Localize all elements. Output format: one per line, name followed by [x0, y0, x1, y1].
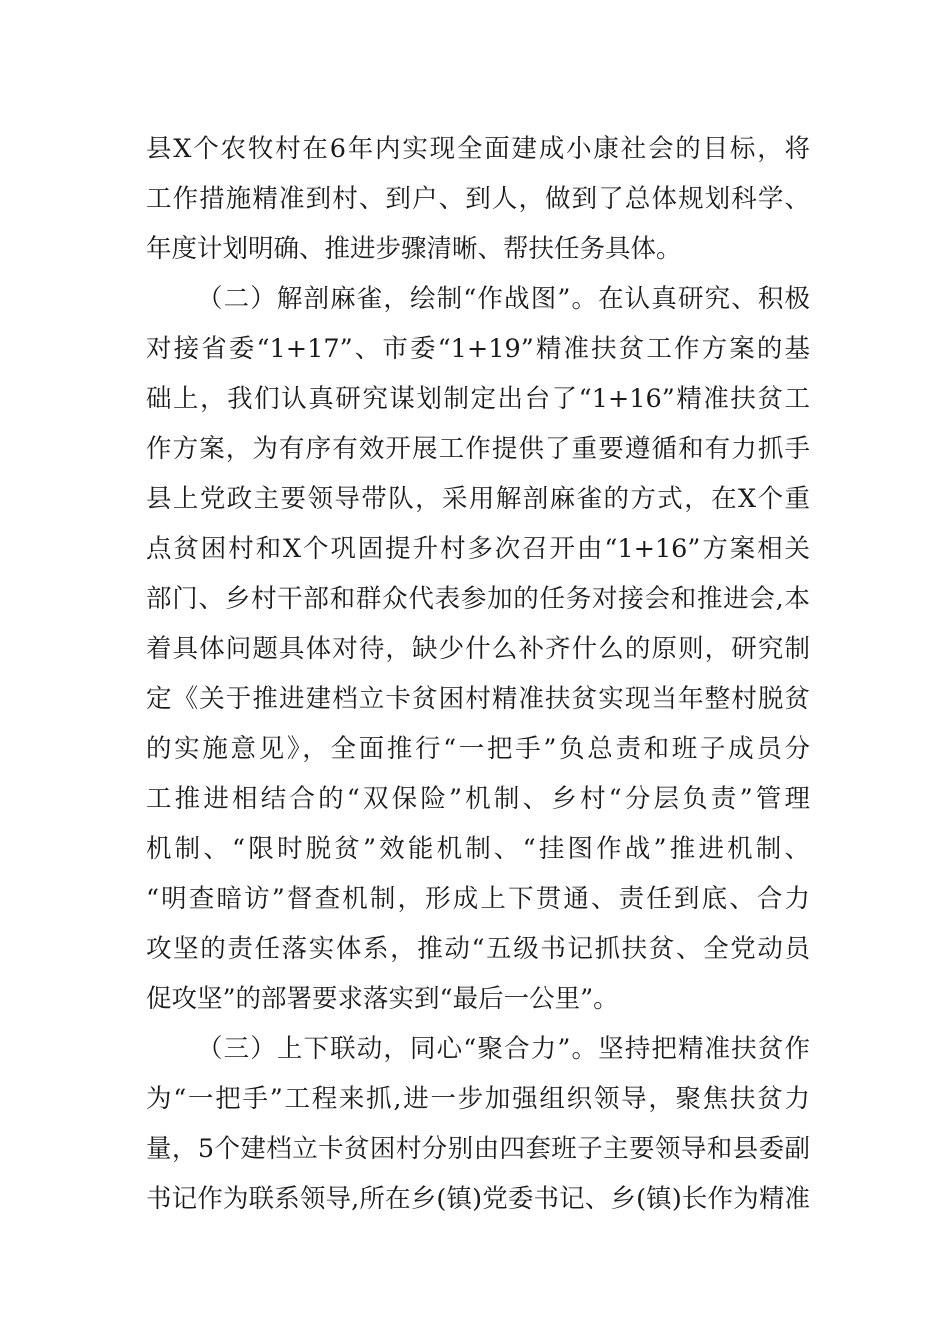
- text-line: 年度计划明确、推进步骤清晰、帮扶任务具体。: [146, 234, 682, 264]
- text-line: 为“一把手”工程来抓,进一步加强组织领导，聚焦扶贫力: [146, 1084, 810, 1114]
- text-line: “明查暗访”督查机制，形成上下贯通、责任到底、合力: [146, 884, 810, 914]
- text-line: 书记作为联系领导,所在乡(镇)党委书记、乡(镇)长作为精准: [146, 1184, 810, 1214]
- text-line: 对接省委“1+17”、市委“1+19”精准扶贫工作方案的基: [146, 334, 810, 364]
- text-line: 县X个农牧村在6年内实现全面建成小康社会的目标，将: [146, 134, 810, 164]
- text-line: 定《关于推进建档立卡贫困村精准扶贫实现当年整村脱贫: [146, 684, 810, 714]
- text-line: 工作措施精准到村、到户、到人，做到了总体规划科学、: [146, 184, 810, 214]
- text-line: 机制、“限时脱贫”效能机制、“挂图作战”推进机制、: [146, 834, 810, 864]
- text-line: 作方案，为有序有效开展工作提供了重要遵循和有力抓手: [146, 434, 810, 464]
- text-line: 着具体问题具体对待，缺少什么补齐什么的原则，研究制: [146, 634, 810, 664]
- text-line: 工推进相结合的“双保险”机制、乡村“分层负责”管理: [146, 784, 810, 814]
- text-line: 点贫困村和X个巩固提升村多次召开由“1+16”方案相关: [146, 534, 810, 564]
- paragraph-3-first-line: （三）上下联动，同心“聚合力”。坚持把精准扶贫作: [197, 1034, 810, 1064]
- body-text: [146, 124, 810, 1224]
- text-line: 量，5个建档立卡贫困村分别由四套班子主要领导和县委副: [146, 1134, 810, 1164]
- text-line: 县上党政主要领导带队，采用解剖麻雀的方式，在X个重: [146, 484, 810, 514]
- text-line: 攻坚的责任落实体系，推动“五级书记抓扶贫、全党动员: [146, 934, 810, 964]
- text-line: 的实施意见》，全面推行“一把手”负总责和班子成员分: [146, 734, 810, 764]
- text-line: 部门、乡村干部和群众代表参加的任务对接会和推进会,本: [146, 584, 810, 614]
- paragraph-2-first-line: （二）解剖麻雀，绘制“作战图”。在认真研究、积极: [197, 284, 810, 314]
- text-line: 础上，我们认真研究谋划制定出台了“1+16”精准扶贫工: [146, 384, 810, 414]
- text-line: 促攻坚”的部署要求落实到“最后一公里”。: [146, 984, 619, 1014]
